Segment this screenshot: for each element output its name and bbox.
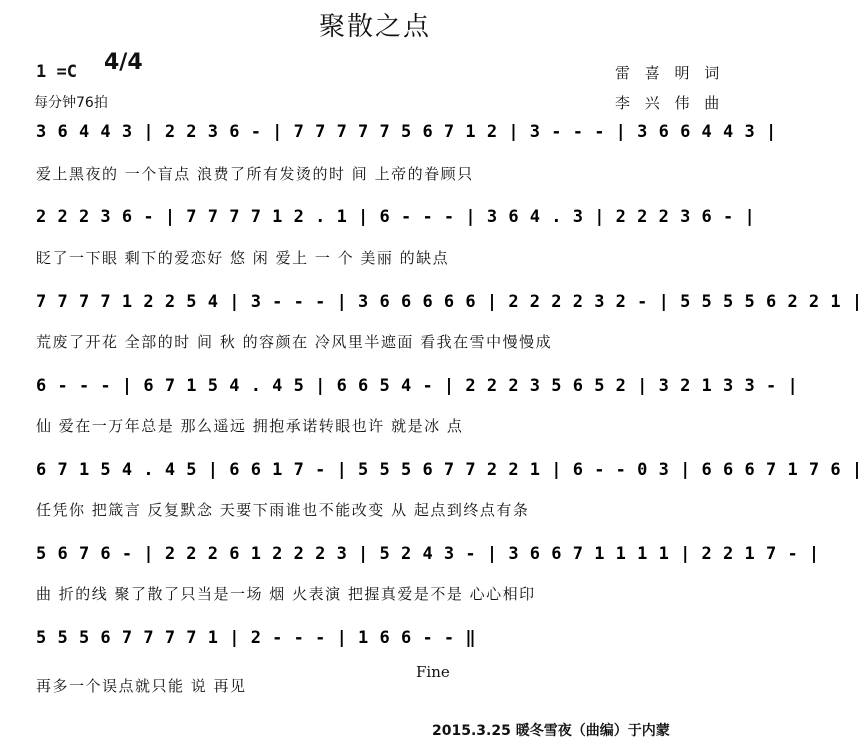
lyric-line-2: 眨了一下眼 剩下的爱恋好 悠 闲 爱上 一 个 美丽 的缺点 (36, 249, 450, 267)
notation-line-1: 3 6 4 4 3 | 2 2 3 6 - | 7 7 7 7 7 5 6 7 1 2 | 3 - - - | 3 6 6 4 4 3 | (36, 122, 777, 142)
footer-signature: 2015.3.25 暖冬雪夜（曲编）于内蒙 (432, 723, 670, 739)
time-signature: 4/4 (104, 50, 143, 75)
notation-line-2: 2 2 2 3 6 - | 7 7 7 7 1 2 . 1 | 6 - - - | 3 6 4 . 3 | 2 2 2 3 6 - | (36, 207, 756, 227)
tempo-marking: 每分钟76拍 (34, 95, 108, 111)
lyric-line-4: 仙 爱在一万年总是 那么遥远 拥抱承诺转眼也许 就是冰 点 (36, 417, 464, 435)
notation-line-6: 5 6 7 6 - | 2 2 2 6 1 2 2 2 3 | 5 2 4 3 - | 3 6 6 7 1 1 1 1 | 2 2 1 7 - | (36, 544, 820, 564)
notation-line-3: 7 7 7 7 1 2 2 5 4 | 3 - - - | 3 6 6 6 6 6 | 2 2 2 2 3 2 - | 5 5 5 5 6 2 2 1 | (36, 292, 863, 312)
key-signature: 1 =C (36, 62, 77, 82)
lyric-line-3: 荒废了开花 全部的时 间 秋 的容颜在 冷风里半遮面 看我在雪中慢慢成 (36, 333, 553, 351)
lyric-line-5: 任凭你 把箴言 反复默念 天要下雨谁也不能改变 从 起点到终点有条 (36, 501, 530, 519)
composer-credit: 李 兴 伟 曲 (615, 94, 725, 112)
lyric-line-6: 曲 折的线 聚了散了只当是一场 烟 火表演 把握真爱是不是 心心相印 (36, 585, 536, 603)
song-title: 聚散之点 (318, 12, 431, 42)
notation-line-5: 6 7 1 5 4 . 4 5 | 6 6 1 7 - | 5 5 5 6 7 7 2 2 1 | 6 - - 0 3 | 6 6 6 7 1 7 6 | (36, 460, 863, 480)
notation-line-4: 6 - - - | 6 7 1 5 4 . 4 5 | 6 6 5 4 - | 2 2 2 3 5 6 5 2 | 3 2 1 3 3 - | (36, 376, 799, 396)
lyric-line-7: 再多一个误点就只能 说 再见 (36, 677, 247, 695)
lyric-line-1: 爱上黑夜的 一个盲点 浪费了所有发烫的时 间 上帝的眷顾只 (36, 165, 474, 183)
notation-line-7: 5 5 5 6 7 7 7 7 1 | 2 - - - | 1 6 6 - - ‖ (36, 628, 477, 648)
lyricist-credit: 雷 喜 明 词 (615, 64, 725, 82)
fine-marking: Fine (416, 663, 450, 681)
